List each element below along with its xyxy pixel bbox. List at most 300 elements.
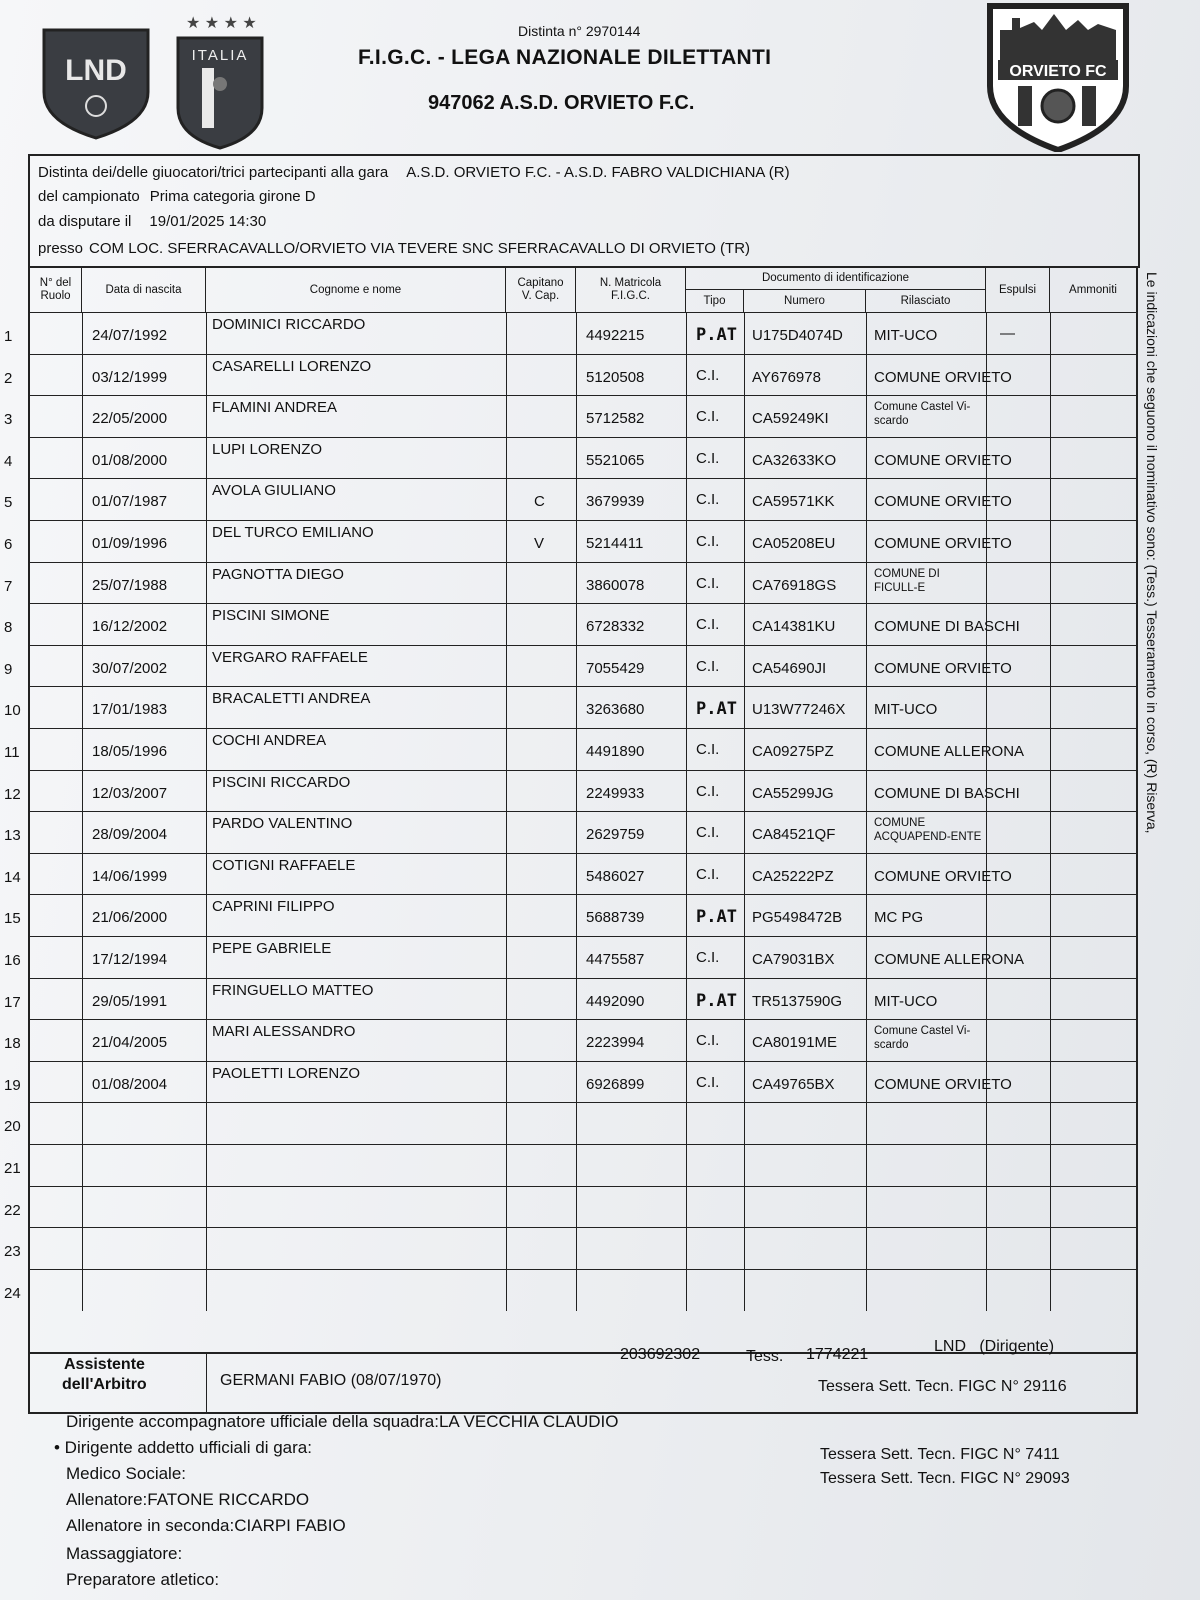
column-divider [576, 1228, 577, 1270]
column-divider [206, 604, 207, 646]
cell-doc-type: C.I. [696, 574, 720, 592]
column-divider [1050, 479, 1051, 521]
column-divider [82, 521, 83, 563]
row-number: 10 [4, 702, 21, 720]
column-divider [686, 771, 687, 813]
cell-matricola: 5214411 [586, 535, 644, 552]
column-divider [986, 1187, 987, 1229]
table-row [30, 894, 1136, 936]
header-numero: Numero [744, 290, 866, 312]
cell-expelled: — [1000, 325, 1015, 342]
column-divider [866, 1187, 867, 1229]
lnd-logo [38, 22, 154, 142]
column-divider [506, 854, 507, 896]
column-divider [866, 1270, 867, 1312]
match-date: 19/01/2025 14:30 [149, 213, 267, 230]
cell-matricola: 6926899 [586, 1075, 645, 1093]
column-divider [506, 479, 507, 521]
column-divider [506, 895, 507, 937]
column-divider [1050, 1228, 1051, 1270]
column-divider [506, 1228, 507, 1270]
column-divider [206, 895, 207, 937]
cell-issued-by: COMUNE ORVIETO [874, 368, 1012, 386]
cell-doc-type: C.I. [696, 1073, 720, 1091]
cell-issued-by: COMUNE ALLERONA [874, 951, 1025, 968]
column-divider [506, 604, 507, 646]
cell-name: CASARELLI LORENZO [212, 357, 372, 375]
column-divider [576, 854, 577, 896]
column-divider [1050, 854, 1051, 896]
column-divider [82, 937, 83, 979]
cell-birthdate: 25/07/1988 [92, 576, 168, 594]
table-row [30, 936, 1136, 978]
cell-name: COTIGNI RAFFAELE [212, 856, 356, 874]
footer-tessera-3: Tessera Sett. Tecn. FIGC N° 29093 [820, 1470, 1070, 1487]
cell-birthdate: 14/06/1999 [92, 867, 168, 885]
column-divider [1050, 646, 1051, 688]
column-divider [866, 313, 867, 355]
column-divider [82, 1145, 83, 1187]
table-row [30, 645, 1136, 687]
cell-issued-by: COMUNE ACQUAPEND-ENTE [874, 817, 982, 844]
table-row [30, 978, 1136, 1020]
cell-name: AVOLA GIULIANO [212, 482, 336, 500]
cell-doc-type: C.I. [696, 491, 720, 509]
column-divider [82, 1103, 83, 1145]
cell-doc-type: P.AT [696, 907, 737, 928]
cell-matricola: 5521065 [586, 451, 645, 469]
column-divider [744, 895, 745, 937]
cell-doc-number: U13W77246X [752, 701, 846, 719]
assistant-role: LND (Dirigente) [934, 1338, 1055, 1355]
column-divider [986, 687, 987, 729]
footer-tessera-1: Tessera Sett. Tecn. FIGC N° 29116 [818, 1378, 1067, 1395]
column-divider [866, 521, 867, 563]
column-divider [576, 1103, 577, 1145]
cell-birthdate: 21/06/2000 [92, 909, 168, 927]
column-divider [686, 1187, 687, 1229]
column-divider [576, 687, 577, 729]
header-documento: Documento di identificazione [686, 268, 986, 290]
row-number: 2 [4, 369, 13, 387]
column-divider [686, 1270, 687, 1312]
cell-doc-type: C.I. [696, 741, 720, 758]
cell-matricola: 5486027 [586, 867, 645, 885]
svg-text:ITALIA: ITALIA [191, 47, 249, 64]
cell-issued-by: COMUNE DI BASCHI [874, 784, 1020, 802]
table-row [30, 1061, 1136, 1103]
column-divider [986, 313, 987, 355]
column-divider [506, 729, 507, 771]
match-teams: A.S.D. ORVIETO F.C. - A.S.D. FABRO VALDICHIANA (R) [406, 164, 790, 181]
row-number: 3 [4, 411, 13, 429]
column-divider [82, 812, 83, 854]
column-divider [206, 521, 207, 563]
cell-doc-number: CA09275PZ [752, 743, 834, 760]
column-divider [206, 1187, 207, 1229]
assistant-label-1: Assistente [64, 1356, 145, 1373]
cell-issued-by: COMUNE DI FICULL-E [874, 567, 940, 594]
cell-doc-number: CA76918GS [752, 576, 837, 594]
column-divider [686, 563, 687, 605]
column-divider [866, 604, 867, 646]
column-divider [1050, 1187, 1051, 1229]
column-divider [686, 521, 687, 563]
column-divider [686, 729, 687, 771]
column-divider [506, 646, 507, 688]
column-divider [82, 479, 83, 521]
footer-massaggiatore: Massaggiatore: [66, 1544, 183, 1563]
cell-matricola: 5712582 [586, 410, 645, 428]
header-matricola: N. Matricola F.I.G.C. [576, 268, 686, 312]
table-row [30, 811, 1136, 853]
match-teams-line: Distinta dei/delle giuocatori/trici partecipanti alla gara A.S.D. ORVIETO F.C. - A.S.D. FABRO VALDICHIANA (R) [38, 164, 790, 181]
cell-matricola: 3860078 [586, 576, 645, 594]
cell-doc-type: C.I. [696, 408, 720, 426]
column-divider [82, 729, 83, 771]
cell-birthdate: 12/03/2007 [92, 784, 168, 802]
cell-doc-number: CA59249KI [752, 410, 829, 428]
cell-name: PISCINI RICCARDO [212, 773, 351, 791]
column-divider [206, 1145, 207, 1187]
cell-matricola: 3679939 [586, 493, 645, 511]
cell-issued-by: MIT-UCO [874, 701, 938, 719]
column-divider [206, 646, 207, 688]
table-row [30, 686, 1136, 728]
row-number: 22 [4, 1201, 21, 1219]
venue-line: presso COM LOC. SFERRACAVALLO/ORVIETO VIA TEVERE SNC SFERRACAVALLO DI ORVIETO (TR) [38, 240, 751, 257]
cell-issued-by: MIT-UCO [874, 992, 938, 1010]
cell-issued-by: COMUNE ORVIETO [874, 867, 1012, 885]
cell-name: BRACALETTI ANDREA [212, 690, 371, 708]
column-divider [1050, 1062, 1051, 1104]
column-divider [744, 313, 745, 355]
cell-birthdate: 18/05/1996 [92, 743, 168, 760]
column-divider [1050, 812, 1051, 854]
column-divider [576, 1062, 577, 1104]
cell-name: COCHI ANDREA [212, 732, 327, 749]
column-divider [1050, 1020, 1051, 1062]
column-divider [206, 1103, 207, 1145]
cell-issued-by: COMUNE ORVIETO [874, 659, 1012, 677]
cell-doc-number: CA54690JI [752, 659, 827, 677]
column-divider [1050, 604, 1051, 646]
column-divider [686, 895, 687, 937]
footer-preparatore: Preparatore atletico: [66, 1570, 220, 1589]
cell-birthdate: 16/12/2002 [92, 618, 168, 636]
column-divider [1050, 771, 1051, 813]
column-divider [866, 563, 867, 605]
column-divider [506, 812, 507, 854]
column-divider [986, 1145, 987, 1187]
cell-doc-number: PG5498472B [752, 909, 843, 927]
column-divider [986, 563, 987, 605]
assistant-divider [206, 1354, 207, 1414]
column-divider [576, 895, 577, 937]
column-divider [576, 937, 577, 979]
cell-doc-number: CA84521QF [752, 826, 836, 844]
column-divider [82, 1187, 83, 1229]
assistant-tess-label: Tess. [746, 1348, 784, 1365]
column-divider [986, 812, 987, 854]
column-divider [506, 937, 507, 979]
cell-doc-number: TR5137590G [752, 992, 843, 1010]
column-divider [506, 396, 507, 438]
column-divider [82, 854, 83, 896]
cell-matricola: 2249933 [586, 784, 645, 802]
cell-birthdate: 28/09/2004 [92, 826, 168, 844]
column-divider [506, 563, 507, 605]
column-divider [686, 396, 687, 438]
column-divider [1050, 1103, 1051, 1145]
column-divider [576, 521, 577, 563]
column-divider [206, 438, 207, 480]
column-divider [744, 1187, 745, 1229]
column-divider [206, 355, 207, 397]
cell-doc-number: CA59571KK [752, 493, 835, 511]
column-divider [686, 1145, 687, 1187]
column-divider [866, 646, 867, 688]
cell-doc-number: CA25222PZ [752, 867, 834, 885]
column-divider [1050, 937, 1051, 979]
cell-issued-by: COMUNE ORVIETO [874, 1075, 1012, 1093]
footer-medico: Medico Sociale: [66, 1464, 187, 1483]
column-divider [1050, 521, 1051, 563]
championship: Prima categoria girone D [149, 188, 316, 205]
table-row [30, 395, 1136, 437]
column-divider [986, 1103, 987, 1145]
column-divider [82, 396, 83, 438]
cell-issued-by: COMUNE DI BASCHI [874, 618, 1020, 636]
column-divider [506, 1270, 507, 1312]
column-divider [986, 1020, 987, 1062]
cell-birthdate: 24/07/1992 [92, 327, 168, 344]
cell-doc-number: CA79031BX [752, 951, 835, 968]
cell-birthdate: 01/08/2000 [92, 451, 168, 469]
header-ruolo: N° del Ruolo [30, 268, 82, 312]
cell-name: PAGNOTTA DIEGO [212, 565, 344, 583]
svg-text:★ ★ ★ ★: ★ ★ ★ ★ [186, 15, 257, 32]
column-divider [1050, 1145, 1051, 1187]
cell-name: PAOLETTI LORENZO [212, 1064, 361, 1082]
column-divider [744, 1062, 745, 1104]
row-number: 9 [4, 660, 13, 678]
footer-allenatore: Allenatore:FATONE RICCARDO [66, 1490, 310, 1509]
cell-matricola: 3263680 [586, 701, 645, 719]
column-divider [206, 396, 207, 438]
column-divider [206, 937, 207, 979]
column-divider [206, 729, 207, 771]
cell-name: DEL TURCO EMILIANO [212, 524, 374, 541]
cell-matricola: 4492215 [586, 327, 645, 344]
orvieto-fc-logo [982, 0, 1134, 152]
column-divider [506, 1187, 507, 1229]
column-divider [206, 563, 207, 605]
cell-issued-by: Comune Castel Vi-scardo [874, 401, 971, 428]
column-divider [744, 604, 745, 646]
column-divider [576, 563, 577, 605]
column-divider [986, 895, 987, 937]
cell-name: LUPI LORENZO [212, 440, 323, 458]
column-divider [686, 1103, 687, 1145]
column-divider [82, 1020, 83, 1062]
column-divider [744, 646, 745, 688]
column-divider [686, 646, 687, 688]
row-number: 5 [4, 494, 13, 512]
column-divider [1050, 1270, 1051, 1312]
cell-matricola: 4492090 [586, 992, 645, 1010]
column-divider [82, 1270, 83, 1312]
column-divider [686, 979, 687, 1021]
table-row [30, 1227, 1136, 1269]
column-divider [686, 1062, 687, 1104]
cell-birthdate: 21/04/2005 [92, 1034, 168, 1052]
cell-birthdate: 17/12/1994 [92, 951, 168, 968]
assistant-tess-number: 1774221 [806, 1346, 869, 1363]
column-divider [1050, 438, 1051, 480]
column-divider [1050, 729, 1051, 771]
column-divider [82, 895, 83, 937]
cell-issued-by: COMUNE ORVIETO [874, 493, 1012, 511]
table-row [30, 1269, 1136, 1311]
assistant-label-2: dell'Arbitro [62, 1376, 147, 1393]
column-divider [744, 1270, 745, 1312]
cell-matricola: 5688739 [586, 909, 645, 927]
column-divider [866, 1020, 867, 1062]
row-number: 21 [4, 1160, 21, 1177]
cell-name: PEPE GABRIELE [212, 940, 332, 957]
cell-doc-number: CA14381KU [752, 618, 836, 636]
players-table [28, 266, 1138, 1354]
table-row [30, 1102, 1136, 1144]
column-divider [576, 1270, 577, 1312]
column-divider [506, 355, 507, 397]
column-divider [686, 687, 687, 729]
cell-doc-number: CA05208EU [752, 535, 836, 552]
cell-matricola: 5120508 [586, 368, 645, 386]
header-espulsi: Espulsi [986, 268, 1050, 312]
table-row [30, 728, 1136, 770]
column-divider [986, 979, 987, 1021]
column-divider [206, 771, 207, 813]
cell-name: MARI ALESSANDRO [212, 1023, 356, 1041]
column-divider [82, 1062, 83, 1104]
column-divider [866, 771, 867, 813]
column-divider [576, 646, 577, 688]
column-divider [986, 1270, 987, 1312]
row-number: 12 [4, 785, 21, 803]
table-row [30, 312, 1136, 354]
column-divider [686, 1020, 687, 1062]
row-number: 11 [4, 744, 20, 761]
column-divider [206, 1020, 207, 1062]
cell-doc-type: C.I. [696, 1032, 720, 1050]
row-number: 17 [4, 993, 21, 1011]
match-info-box [28, 154, 1140, 268]
date-line: da disputare il 19/01/2025 14:30 [38, 213, 267, 230]
header-nascita: Data di nascita [82, 268, 206, 312]
column-divider [206, 1228, 207, 1270]
header-ammoniti: Ammoniti [1069, 283, 1117, 296]
cell-matricola: 4491890 [586, 743, 645, 760]
column-divider [576, 1145, 577, 1187]
cell-doc-type: C.I. [696, 449, 720, 467]
column-divider [506, 1062, 507, 1104]
column-divider [866, 1228, 867, 1270]
cell-issued-by: MIT-UCO [874, 327, 938, 344]
footer-allenatore-seconda: Allenatore in seconda:CIARPI FABIO [66, 1516, 346, 1535]
cell-doc-type: C.I. [696, 782, 720, 800]
column-divider [866, 1103, 867, 1145]
column-divider [576, 396, 577, 438]
column-divider [506, 521, 507, 563]
cell-birthdate: 01/07/1987 [92, 493, 168, 511]
column-divider [576, 812, 577, 854]
column-divider [206, 1270, 207, 1312]
row-number: 20 [4, 1118, 21, 1136]
cell-matricola: 2629759 [586, 826, 645, 844]
column-divider [506, 1020, 507, 1062]
table-row [30, 603, 1136, 645]
row-number: 19 [4, 1076, 21, 1094]
column-divider [866, 979, 867, 1021]
row-number: 24 [4, 1284, 21, 1302]
column-divider [82, 646, 83, 688]
table-row [30, 1019, 1136, 1061]
cell-name: CAPRINI FILIPPO [212, 898, 335, 916]
cell-doc-number: CA49765BX [752, 1075, 835, 1093]
distinta-number: Distinta n° 2970144 [518, 23, 641, 39]
cell-doc-type: C.I. [696, 865, 720, 883]
column-divider [506, 438, 507, 480]
column-divider [686, 438, 687, 480]
column-divider [506, 1145, 507, 1187]
column-divider [744, 355, 745, 397]
column-divider [866, 854, 867, 896]
cell-matricola: 6728332 [586, 618, 645, 636]
column-divider [866, 687, 867, 729]
cell-doc-type: C.I. [696, 949, 720, 966]
table-row [30, 853, 1136, 895]
column-divider [82, 687, 83, 729]
svg-text:LND: LND [65, 54, 127, 87]
footer-dirigente-addetto: • Dirigente addetto ufficiali di gara: [54, 1438, 312, 1457]
column-divider [1050, 979, 1051, 1021]
column-divider [206, 687, 207, 729]
column-divider [82, 979, 83, 1021]
table-row [30, 354, 1136, 396]
cell-name: PISCINI SIMONE [212, 607, 330, 625]
cell-issued-by: Comune Castel Vi-scardo [874, 1025, 971, 1052]
federation-title: F.I.G.C. - LEGA NAZIONALE DILETTANTI [358, 46, 772, 69]
cell-birthdate: 30/07/2002 [92, 659, 168, 677]
cell-doc-type: C.I. [696, 366, 720, 384]
cell-name: VERGARO RAFFAELE [212, 648, 368, 666]
column-divider [576, 313, 577, 355]
column-divider [506, 979, 507, 1021]
column-divider [1050, 396, 1051, 438]
cell-doc-type: P.AT [696, 699, 737, 720]
column-divider [1050, 355, 1051, 397]
column-divider [506, 1103, 507, 1145]
cell-name: PARDO VALENTINO [212, 815, 353, 833]
row-number: 7 [4, 577, 13, 595]
row-number: 1 [4, 328, 13, 345]
cell-birthdate: 01/08/2004 [92, 1075, 168, 1093]
cell-birthdate: 01/09/1996 [92, 535, 168, 552]
svg-text:ORVIETO FC: ORVIETO FC [1009, 63, 1107, 80]
column-divider [206, 313, 207, 355]
